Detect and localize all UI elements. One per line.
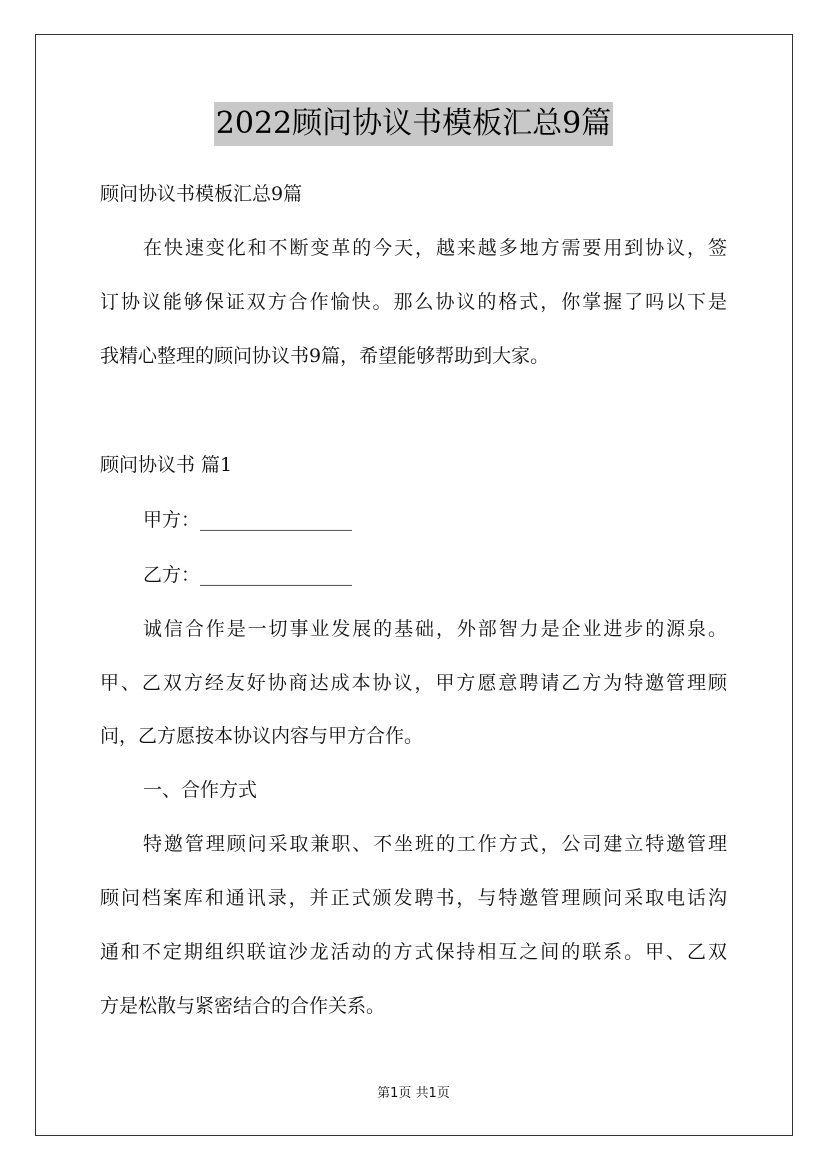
- party-b-line: 乙方：________________: [143, 564, 353, 586]
- para2-line-4: 方是松散与紧密结合的合作关系。: [100, 995, 386, 1017]
- title-container: [0, 102, 827, 146]
- para2-line-2: 顾问档案库和通讯录，并正式颁发聘书，与特邀管理顾问采取电话沟: [100, 887, 727, 909]
- intro-line-2: 订协议能够保证双方合作愉快。那么协议的格式，你掌握了吗以下是: [100, 291, 727, 313]
- document-title: 2022顾问协议书模板汇总9篇: [214, 102, 613, 146]
- para1-line-2: 甲、乙双方经友好协商达成本协议，甲方愿意聘请乙方为特邀管理顾: [100, 672, 727, 694]
- intro-line-1: 在快速变化和不断变革的今天，越来越多地方需要用到协议，签: [143, 237, 727, 259]
- page-number-footer: 第1页 共1页: [377, 1086, 450, 1101]
- intro-line-3: 我精心整理的顾问协议书9篇，希望能够帮助到大家。: [100, 345, 550, 367]
- para1-line-1: 诚信合作是一切事业发展的基础，外部智力是企业进步的源泉。: [143, 618, 727, 640]
- para1-line-3: 问，乙方愿按本协议内容与甲方合作。: [100, 725, 424, 747]
- document-subtitle: 顾问协议书模板汇总9篇: [100, 183, 303, 205]
- para2-line-3: 通和不定期组织联谊沙龙活动的方式保持相互之间的联系。甲、乙双: [100, 941, 727, 963]
- para2-line-1: 特邀管理顾问采取兼职、不坐班的工作方式，公司建立特邀管理: [143, 833, 727, 855]
- section-heading: 顾问协议书 篇1: [100, 454, 233, 476]
- clause1-heading: 一、合作方式: [143, 779, 258, 801]
- party-a-line: 甲方：________________: [143, 509, 353, 531]
